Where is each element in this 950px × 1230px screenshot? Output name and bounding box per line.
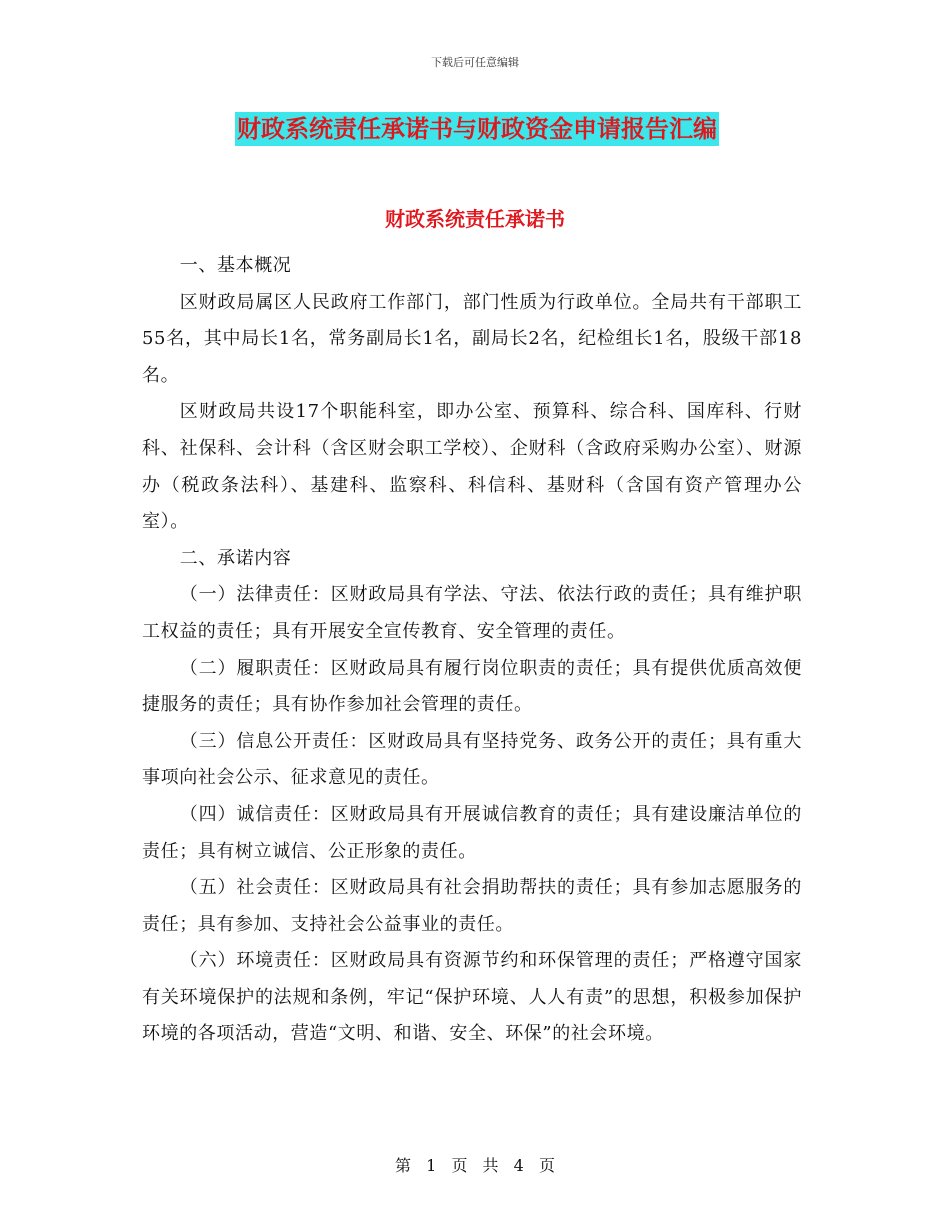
heading-commitment-content: 二、承诺内容 [179, 547, 292, 569]
footer-page-prefix: 第 [395, 1156, 412, 1175]
paragraph-duty-responsibility: （二）履职责任：区财政局具有履行岗位职责的责任；具有提供优质高效便捷服务的责任；具有协作参加社会管理的责任。 [142, 657, 802, 716]
footer-total-pages: 4 [513, 1156, 524, 1175]
paragraph-information-disclosure: （三）信息公开责任：区财政局具有坚持党务、政务公开的责任；具有重大事项向社会公示、征求意见的责任。 [142, 730, 802, 789]
paragraph-department-overview: 区财政局属区人民政府工作部门，部门性质为行政单位。全局共有干部职工55名，其中局长1名，常务副局长1名，副局长2名，纪检组长1名，股级干部18名。 [142, 291, 802, 386]
footer-total-word: 页 [538, 1156, 555, 1175]
footer-total-prefix: 共 [482, 1156, 499, 1175]
section-title: 财政系统责任承诺书 [385, 207, 565, 231]
paragraph-legal-responsibility: （一）法律责任：区财政局具有学法、守法、依法行政的责任；具有维护职工权益的责任；具有开展安全宣传教育、安全管理的责任。 [142, 584, 802, 642]
paragraph-integrity-responsibility: （四）诚信责任：区财政局具有开展诚信教育的责任；具有建设廉洁单位的责任；具有树立诚信、公正形象的责任。 [142, 803, 802, 862]
paragraph-departments-list: 区财政局共设17个职能科室，即办公室、预算科、综合科、国库科、行财科、社保科、会计科（含区财会职工学校）、企财科（含政府采购办公室）、财源办（税政条法科）、基建科、监察科、科信科、基财科（含国有资产管理办公室）。 [142, 401, 802, 533]
paragraph-social-responsibility: （五）社会责任：区财政局具有社会捐助帮扶的责任；具有参加志愿服务的责任；具有参加、支持社会公益事业的责任。 [142, 877, 802, 935]
footer-current-page: 1 [426, 1156, 437, 1175]
page-footer [0, 1153, 950, 1176]
footer-page-word: 页 [451, 1156, 468, 1175]
paragraph-environmental-responsibility: （六）环境责任：区财政局具有资源节约和环保管理的责任；严格遵守国家有关环境保护的法规和条例，牢记“保护环境、人人有责”的思想，积极参加保护环境的各项活动，营造“文明、和谐、安全、环保”的社会环境。 [142, 950, 802, 1045]
heading-basic-overview: 一、基本概况 [179, 255, 292, 276]
document-body [142, 248, 802, 1053]
document-main-title: 财政系统责任承诺书与财政资金申请报告汇编 [235, 112, 719, 146]
header-note: 下载后可任意编辑 [431, 56, 519, 69]
